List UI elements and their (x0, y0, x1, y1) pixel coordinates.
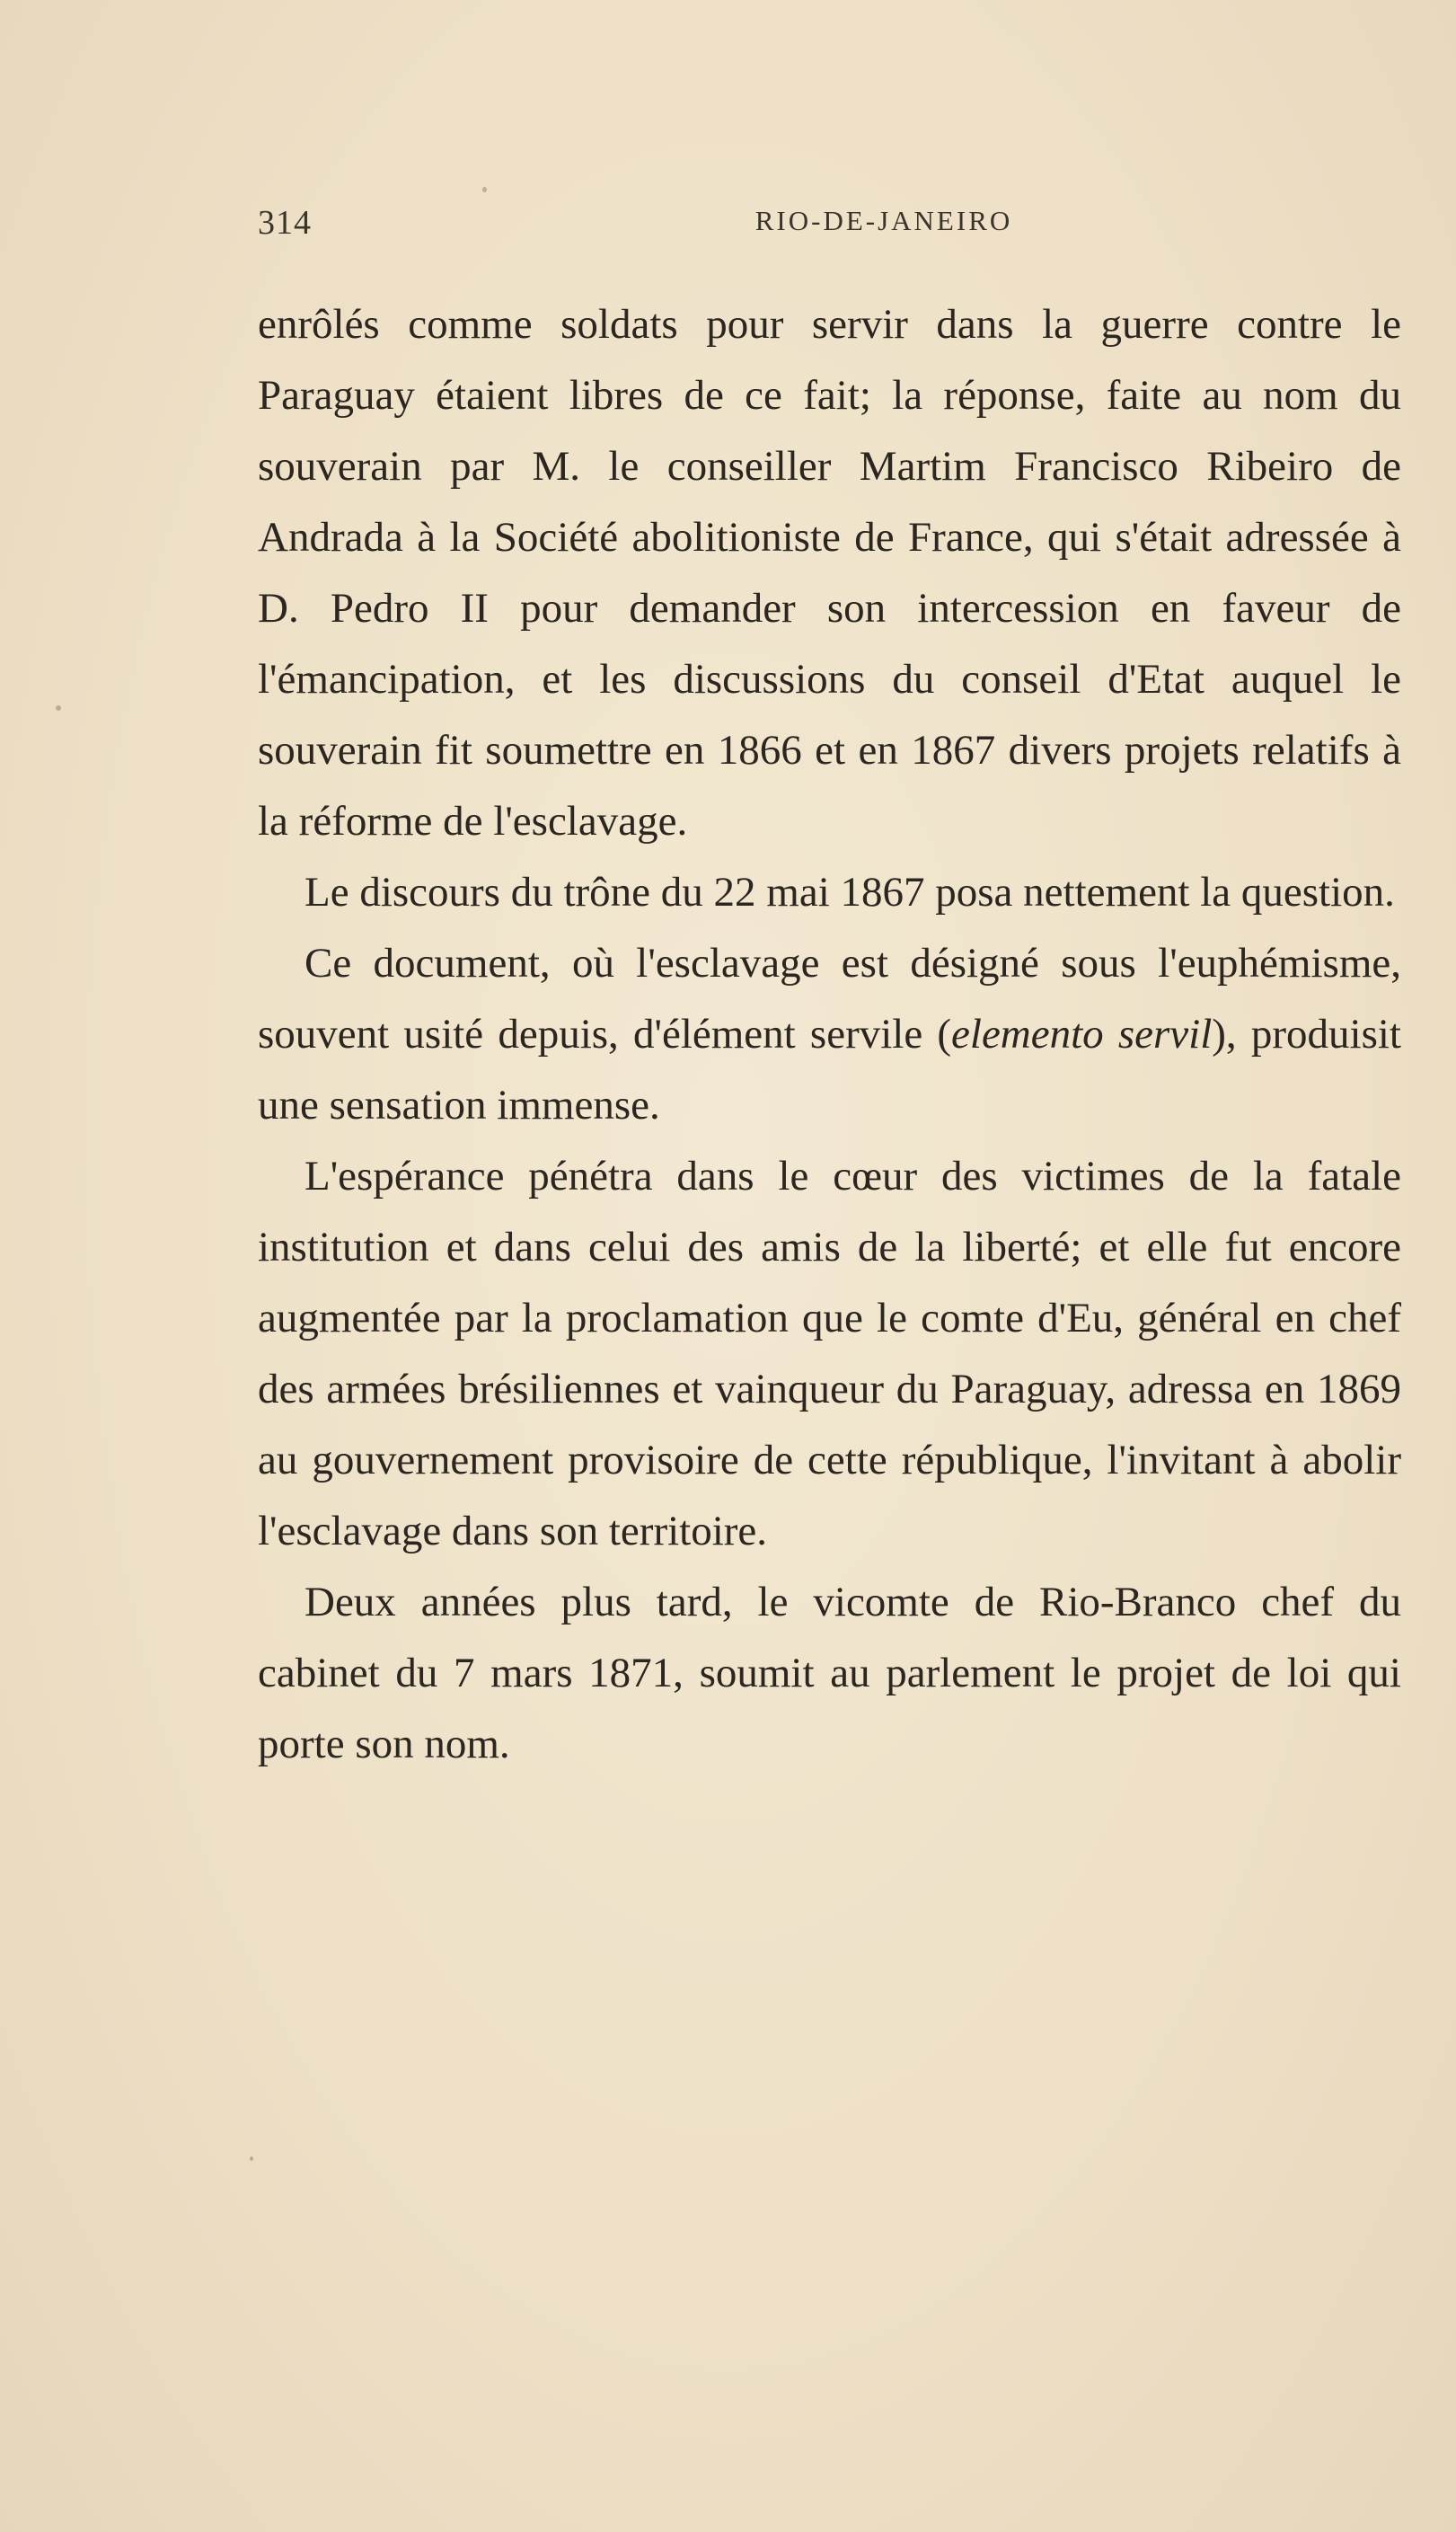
ink-speck (56, 705, 61, 711)
page-number: 314 (258, 204, 312, 242)
paragraph-deux-annees: Deux années plus tard, le vicomte de Rio-Branco chef du cabinet du 7 mars 1871, soumit au parlement le projet de loi qui porte son nom. (258, 1579, 1401, 1767)
paragraph-text-after: ), produisit une sensation immense. (258, 1011, 1401, 1129)
paragraph-esperance: L'espérance pénétra dans le cœur des victimes de la fatale institution et dans celui des amis de la liberté; et elle fut encore augmentée par la proclamation que le comte d'Eu, général en chef des armées brésiliennes et vainqueur du Paraguay, adressa en 1869 au gouvernement provisoire de cette république, l'invitant à abolir l'esclavage dans son territoire. (258, 1153, 1401, 1554)
paragraph-discours-du-trone: Le discours du trône du 22 mai 1867 posa nettement la question. (304, 869, 1395, 916)
page-header (258, 203, 1402, 257)
ink-speck (250, 2156, 253, 2161)
body-text (258, 289, 1401, 1780)
running-title: RIO-DE-JANEIRO (754, 205, 1013, 236)
paragraph-ce-document (258, 928, 1401, 1141)
italic-term: elemento servil (951, 1011, 1213, 1058)
ink-speck (482, 187, 487, 192)
paragraph-continuation: enrôlés comme soldats pour servir dans la guerre contre le Paraguay étaient libres de ce fait; la réponse, faite au nom du souverain par M. le conseiller Martim Francisco Ribeiro de Andrada à la Société abolitioniste de France, qui s'était adressée à D. Pedro II pour demander son intercession en faveur de l'émancipation, et les discussions du conseil d'Etat auquel le souverain fit soumettre en 1866 et en 1867 divers projets relatifs à la réforme de l'esclavage. (258, 301, 1401, 845)
paragraph-text-before: Ce document, où l'esclavage est désigné sous l'euphémisme, souvent usité depuis, d'élément servile ( (258, 940, 1401, 1058)
